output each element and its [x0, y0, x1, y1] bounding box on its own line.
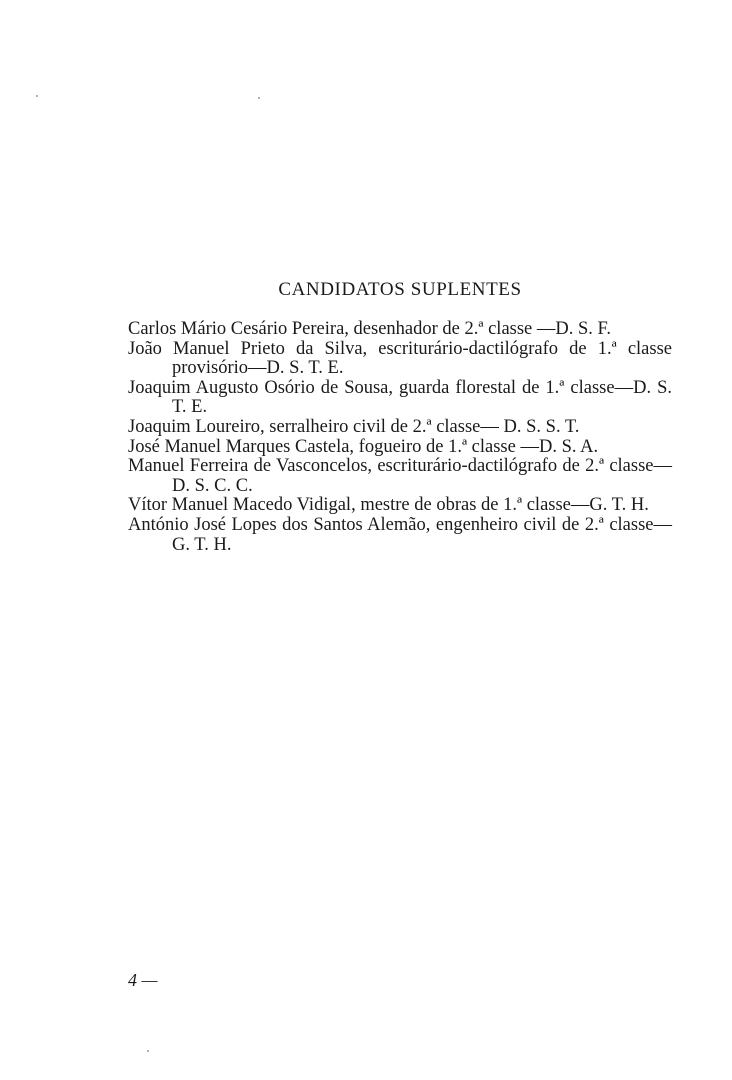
- paper-speck: [36, 95, 38, 97]
- candidate-entry: António José Lopes dos Santos Alemão, engenheiro civil de 2.ª classe—G. T. H.: [128, 514, 672, 555]
- paper-speck: [258, 97, 260, 99]
- candidate-entry: Joaquim Augusto Osório de Sousa, guarda florestal de 1.ª classe—D. S. T. E.: [128, 377, 672, 418]
- candidate-entry: Carlos Mário Cesário Pereira, desenhador de 2.ª classe —D. S. F.: [128, 319, 611, 339]
- candidate-entry: Manuel Ferreira de Vasconcelos, escriturário-dactilógrafo de 2.ª classe—D. S. C. C.: [128, 456, 672, 496]
- candidate-entry: José Manuel Marques Castela, fogueiro de 1.ª classe —D. S. A.: [128, 436, 599, 457]
- candidate-list: [128, 320, 672, 555]
- paper-speck: [147, 1050, 149, 1052]
- page-number: 4 —: [128, 970, 158, 990]
- candidate-entry: Vítor Manuel Macedo Vidigal, mestre de obras de 1.ª classe—G. T. H.: [128, 495, 649, 516]
- candidate-entry: João Manuel Prieto da Silva, escriturário-dactilógrafo de 1.ª classe provisório—D. S. T. E.: [128, 338, 672, 379]
- candidate-entry: Joaquim Loureiro, serralheiro civil de 2.ª classe— D. S. S. T.: [128, 416, 580, 437]
- section-heading: CANDIDATOS SUPLENTES: [278, 279, 522, 300]
